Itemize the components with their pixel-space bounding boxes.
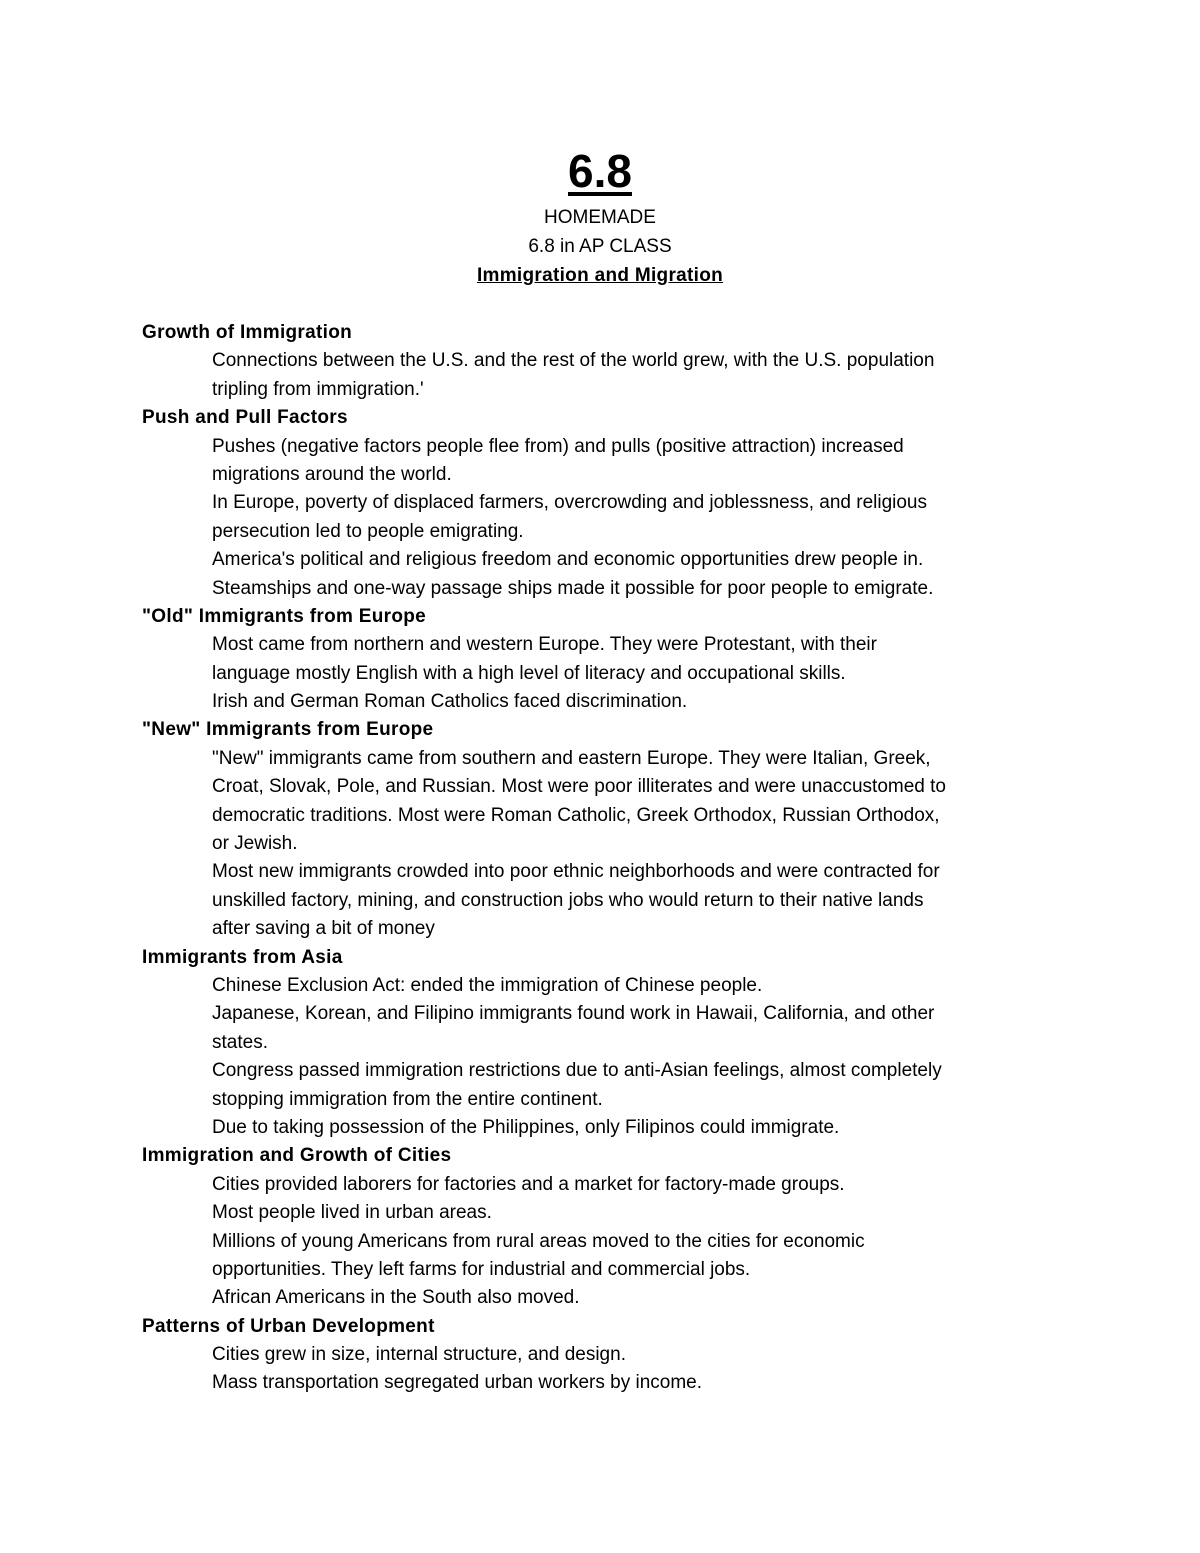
section-line: Most came from northern and western Europe. They were Protestant, with their [212,634,877,656]
document-body [142,319,1062,1398]
section-line: Due to taking possession of the Philippines, only Filipinos could immigrate. [212,1116,840,1138]
section-line: In Europe, poverty of displaced farmers, overcrowding and joblessness, and religious [212,492,927,514]
section-heading: Growth of Immigration [142,322,353,343]
section-line: Pushes (negative factors people flee from) and pulls (positive attraction) increased [212,435,904,457]
section-line: Most new immigrants crowded into poor ethnic neighborhoods and were contracted for [212,861,940,883]
section-line: migrations around the world. [212,463,452,485]
section-line: Connections between the U.S. and the rest of the world grew, with the U.S. population [212,350,935,372]
section-line: or Jewish. [212,833,298,855]
section-line: Cities grew in size, internal structure, and design. [212,1344,626,1366]
section-line: "New" immigrants came from southern and eastern Europe. They were Italian, Greek, [212,747,931,769]
section [142,716,1062,943]
section-heading: Immigration and Growth of Cities [142,1145,452,1167]
subtitle-homemade: HOMEMADE [544,207,656,228]
section [142,603,1062,717]
section-line: Congress passed immigration restrictions due to anti-Asian feelings, almost completely [212,1060,942,1082]
subtitle-class: 6.8 in AP CLASS [528,236,672,257]
section-line: Chinese Exclusion Act: ended the immigration of Chinese people. [212,974,763,996]
section-line: America's political and religious freedom and economic opportunities drew people in. [212,549,924,571]
section-line: unskilled factory, mining, and construction jobs who would return to their native lands [212,889,924,911]
section-line: Millions of young Americans from rural areas moved to the cities for economic [212,1230,865,1252]
section-heading: Patterns of Urban Development [142,1315,435,1337]
section [142,944,1062,1143]
section-line: democratic traditions. Most were Roman Catholic, Greek Orthodox, Russian Orthodox, [212,804,940,826]
section-line: after saving a bit of money [212,918,435,940]
section-line: Most people lived in urban areas. [212,1202,492,1224]
section-line: language mostly English with a high level of literacy and occupational skills. [212,662,846,684]
section-line: Japanese, Korean, and Filipino immigrants found work in Hawaii, California, and other [212,1003,935,1025]
section-heading: "New" Immigrants from Europe [142,719,434,741]
section-line: stopping immigration from the entire continent. [212,1088,603,1110]
section [142,1142,1062,1312]
document-title: 6.8 [568,145,632,197]
section-line: tripling from immigration.' [212,378,424,400]
section-line: persecution led to people emigrating. [212,520,524,542]
section-line: African Americans in the South also moved. [212,1287,580,1309]
section-line: states. [212,1031,268,1053]
section-line: Croat, Slovak, Pole, and Russian. Most were poor illiterates and were unaccustomed to [212,776,946,798]
section-line: opportunities. They left farms for industrial and commercial jobs. [212,1258,751,1280]
section-heading: "Old" Immigrants from Europe [142,605,427,627]
section-line: Irish and German Roman Catholics faced discrimination. [212,691,688,713]
topic-heading: Immigration and Migration [476,265,724,286]
section-heading: Push and Pull Factors [142,407,348,429]
section [142,1313,1062,1398]
section-line: Cities provided laborers for factories and a market for factory-made groups. [212,1173,845,1195]
section-line: Steamships and one-way passage ships made it possible for poor people to emigrate. [212,577,934,599]
section-line: Mass transportation segregated urban workers by income. [212,1372,703,1394]
section-heading: Immigrants from Asia [142,946,343,968]
section [142,404,1062,603]
section [142,319,1062,404]
